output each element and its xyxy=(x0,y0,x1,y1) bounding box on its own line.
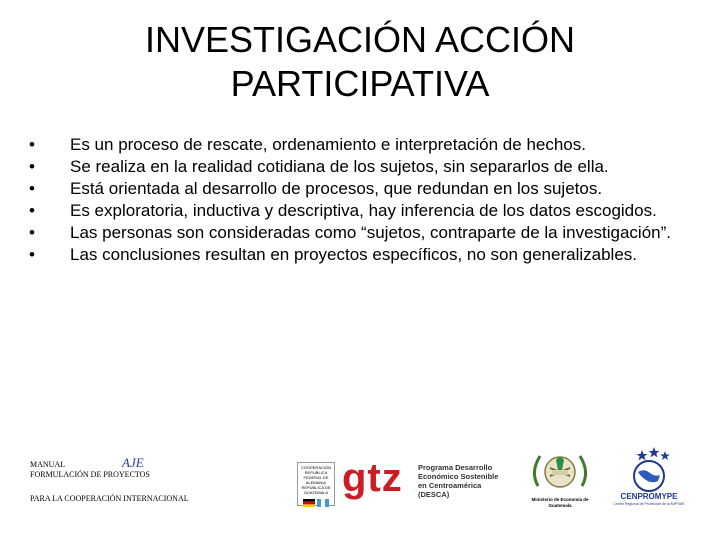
bullet-item: • Está orientada al desarrollo de procesos, que redundan en los sujetos. xyxy=(26,178,672,200)
desca-logo-text: Programa Desarrollo Económico Sostenible en Centroamérica (DESCA) xyxy=(418,463,499,499)
title-line-1: INVESTIGACIÓN ACCIÓN xyxy=(144,19,576,60)
bullet-item: • Se realiza en la realidad cotidiana de los sujetos, sin separarlos de ella. xyxy=(26,156,672,178)
cooperation-logo-text: COOPERACIÓN REPUBLICA FEDERAL DE ALEMANIA REPÚBLICA DE GUATEMALA xyxy=(300,465,331,495)
title-line-2: PARTICIPATIVA xyxy=(230,63,490,104)
manual-subtitle: FORMULACIÓN DE PROYECTOS xyxy=(30,470,150,479)
bullet-item: • Las personas son consideradas como “sujetos, contraparte de la investigación”. xyxy=(26,222,672,244)
manual-footer-note xyxy=(30,455,210,506)
bullet-item: • Es un proceso de rescate, ordenamiento e interpretación de hechos. xyxy=(26,134,672,156)
cenpromype-tagline: Centro Regional de Promoción de la MIPYME xyxy=(613,502,685,506)
bullet-item: • Es exploratoria, inductiva y descriptiva, hay inferencia de los datos escogidos. xyxy=(26,200,672,222)
cooperation-logo xyxy=(297,462,335,506)
manual-subtitle-2: PARA LA COOPERACIÓN INTERNACIONAL xyxy=(30,494,189,503)
cenpromype-name: CENPROMYPE xyxy=(620,492,678,501)
gtz-logo: gtz xyxy=(342,456,403,500)
ministry-logo xyxy=(522,446,598,508)
slide-title xyxy=(60,18,660,106)
cenpromype-logo xyxy=(612,446,686,510)
aje-logo: AJE xyxy=(122,455,144,470)
ministry-caption: Ministerio de Economía de Guatemala xyxy=(531,497,589,508)
guatemala-coat-of-arms-icon xyxy=(522,446,598,496)
germany-flag-icon xyxy=(303,499,315,507)
manual-label: MANUAL xyxy=(30,460,66,469)
cenpromype-emblem-icon xyxy=(612,446,686,492)
guatemala-flag-icon xyxy=(317,499,329,507)
bullet-item: • Las conclusiones resultan en proyectos específicos, no son generalizables. xyxy=(26,244,672,266)
bullet-list xyxy=(26,134,672,266)
